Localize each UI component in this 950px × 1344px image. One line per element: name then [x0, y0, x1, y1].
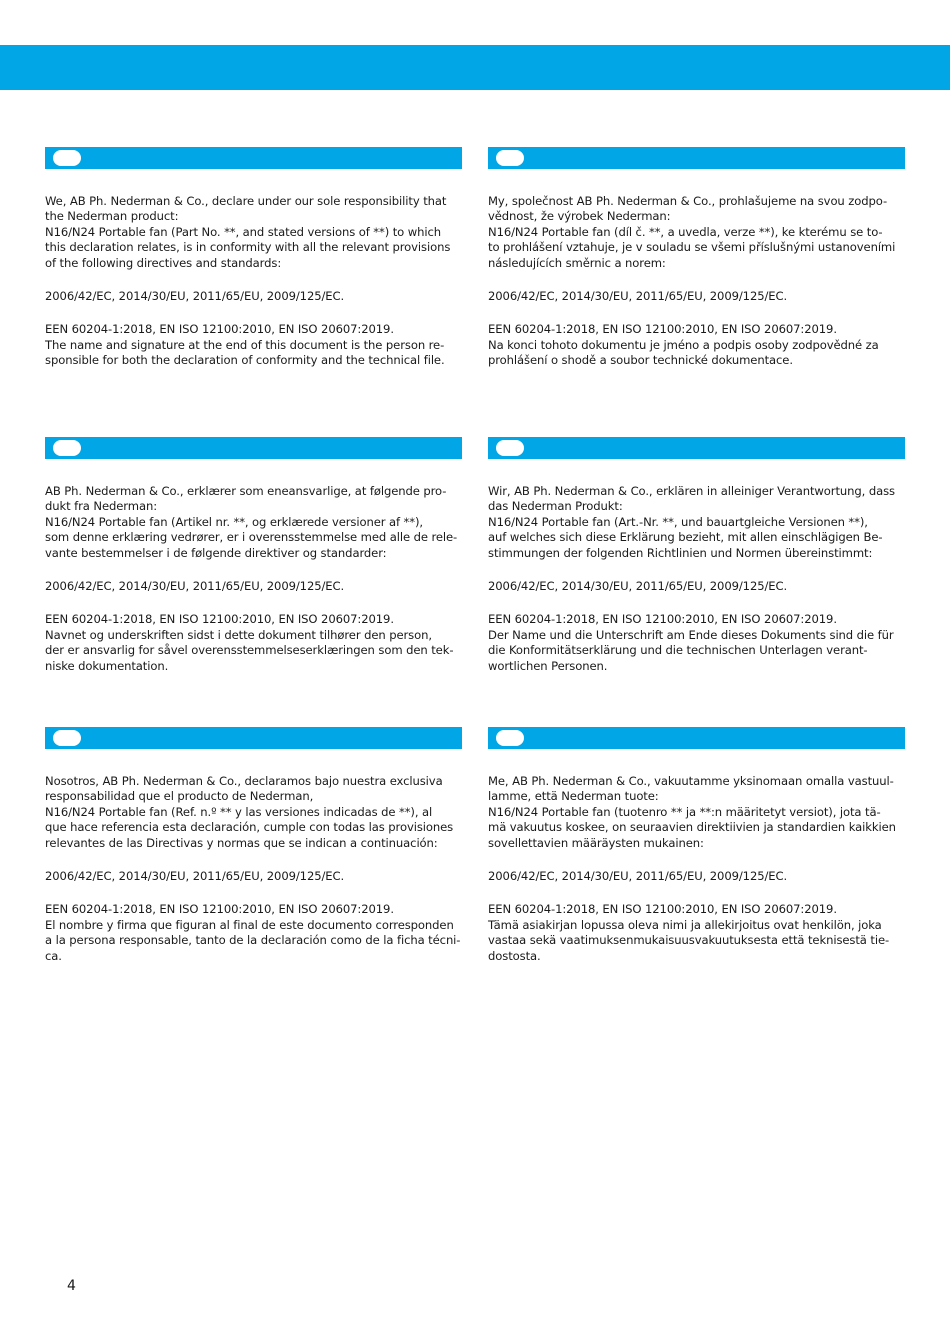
section-header-bar: [45, 147, 462, 169]
language-badge: [496, 440, 524, 456]
declaration-section-cs: [488, 147, 905, 369]
language-badge: [496, 730, 524, 746]
directives-list: 2006/42/EC, 2014/30/EU, 2011/65/EU, 2009/125/EC.: [45, 289, 345, 304]
declaration-intro: Nosotros, AB Ph. Nederman & Co., declaramos bajo nuestra exclusiva responsabilidad que el producto de Nederman, N16/N24 Portable fan (Ref. n.º ** y las versiones indicadas de **), al que hace referencia esta declaración, cumple con todas las provisiones relevantes de las Directivas y normas que se indican a continuación:: [45, 774, 454, 850]
responsibility-statement: Na konci tohoto dokumentu je jméno a podpis osoby zodpovědné za prohlášení o shodě a soubor technické dokumentace.: [488, 337, 879, 368]
declaration-intro: Wir, AB Ph. Nederman & Co., erklären in alleiniger Verantwortung, dass das Nederman Produkt: N16/N24 Portable fan (Art.-Nr. **, und bauartgleiche Versionen **), auf welches sich diese Erklärung bezieht, mit allen einschlägigen Be- stimmungen der folgenden Richtlinien und Normen übereinstimmt:: [488, 484, 895, 560]
directives-list: 2006/42/EC, 2014/30/EU, 2011/65/EU, 2009/125/EC.: [488, 579, 788, 594]
responsibility-statement: Navnet og underskriften sidst i dette dokument tilhører den person, der er ansvarlig for såvel overensstemmelseserklæringen som den tek- niske dokumentation.: [45, 627, 454, 673]
section-header-bar: [45, 727, 462, 749]
section-header-bar: [488, 727, 905, 749]
standards-list: EEN 60204-1:2018, EN ISO 12100:2010, EN ISO 20607:2019.: [488, 322, 837, 337]
section-body: [45, 194, 462, 369]
section-body: [488, 774, 905, 964]
page-number: 4: [67, 1278, 76, 1294]
responsibility-statement: El nombre y firma que figuran al final de este documento corresponden a la persona responsable, tanto de la declaración como de la ficha técni- ca.: [45, 917, 461, 963]
standards-list: EEN 60204-1:2018, EN ISO 12100:2010, EN ISO 20607:2019.: [488, 612, 837, 627]
section-body: [488, 194, 905, 369]
responsibility-statement: Tämä asiakirjan lopussa oleva nimi ja allekirjoitus ovat henkilön, joka vastaa sekä vaatimuksenmukaisuusvakuutuksesta että teknisestä tie- dostosta.: [488, 917, 890, 963]
declaration-intro: AB Ph. Nederman & Co., erklærer som eneansvarlige, at følgende pro- dukt fra Nederman: N16/N24 Portable fan (Artikel nr. **, og erklærede versioner af **), som denne erklæring vedrører, er i overensstemmelse med alle de rele- vante bestemmelser i de følgende direktiver og standarder:: [45, 484, 458, 560]
standards-list: EEN 60204-1:2018, EN ISO 12100:2010, EN ISO 20607:2019.: [45, 612, 394, 627]
top-banner: [0, 45, 950, 90]
language-badge: [496, 150, 524, 166]
directives-list: 2006/42/EC, 2014/30/EU, 2011/65/EU, 2009/125/EC.: [488, 289, 788, 304]
section-header-bar: [488, 437, 905, 459]
standards-list: EEN 60204-1:2018, EN ISO 12100:2010, EN ISO 20607:2019.: [45, 322, 394, 337]
language-badge: [53, 150, 81, 166]
responsibility-statement: Der Name und die Unterschrift am Ende dieses Dokuments sind die für die Konformitätserklärung und die technischen Unterlagen verant- wortlichen Personen.: [488, 627, 894, 673]
declaration-intro: My, společnost AB Ph. Nederman & Co., prohlašujeme na svou zodpo- vědnost, že výrobek Nederman: N16/N24 Portable fan (díl č. **, a uvedla, verze **), ke kterému se to- to prohlášení vztahuje, je v souladu se všemi příslušnými ustanoveními následujících směrnic a norem:: [488, 194, 896, 270]
declaration-section-es: [45, 727, 462, 964]
directives-list: 2006/42/EC, 2014/30/EU, 2011/65/EU, 2009/125/EC.: [488, 869, 788, 884]
responsibility-statement: The name and signature at the end of this document is the person re- sponsible for both the declaration of conformity and the technical file.: [45, 337, 445, 368]
section-body: [45, 484, 462, 674]
declaration-intro: We, AB Ph. Nederman & Co., declare under our sole responsibility that the Nederman product: N16/N24 Portable fan (Part No. **, and stated versions of **) to which this declaration relates, is in conformity with all the relevant provisions of the following directives and standards:: [45, 194, 451, 270]
directives-list: 2006/42/EC, 2014/30/EU, 2011/65/EU, 2009/125/EC.: [45, 869, 345, 884]
declaration-section-de: [488, 437, 905, 674]
section-body: [45, 774, 462, 964]
section-body: [488, 484, 905, 674]
standards-list: EEN 60204-1:2018, EN ISO 12100:2010, EN ISO 20607:2019.: [45, 902, 394, 917]
section-header-bar: [488, 147, 905, 169]
declaration-intro: Me, AB Ph. Nederman & Co., vakuutamme yksinomaan omalla vastuul- lamme, että Nederman tuote: N16/N24 Portable fan (tuotenro ** ja **:n määritetyt versiot), jota tä- mä vakuutus koskee, on seuraavien direktiivien ja standardien kaikkien sovellettavien määräysten mukainen:: [488, 774, 896, 850]
directives-list: 2006/42/EC, 2014/30/EU, 2011/65/EU, 2009/125/EC.: [45, 579, 345, 594]
language-badge: [53, 730, 81, 746]
declaration-section-da: [45, 437, 462, 674]
declaration-section-en: [45, 147, 462, 369]
language-badge: [53, 440, 81, 456]
declaration-section-fi: [488, 727, 905, 964]
section-header-bar: [45, 437, 462, 459]
standards-list: EEN 60204-1:2018, EN ISO 12100:2010, EN ISO 20607:2019.: [488, 902, 837, 917]
